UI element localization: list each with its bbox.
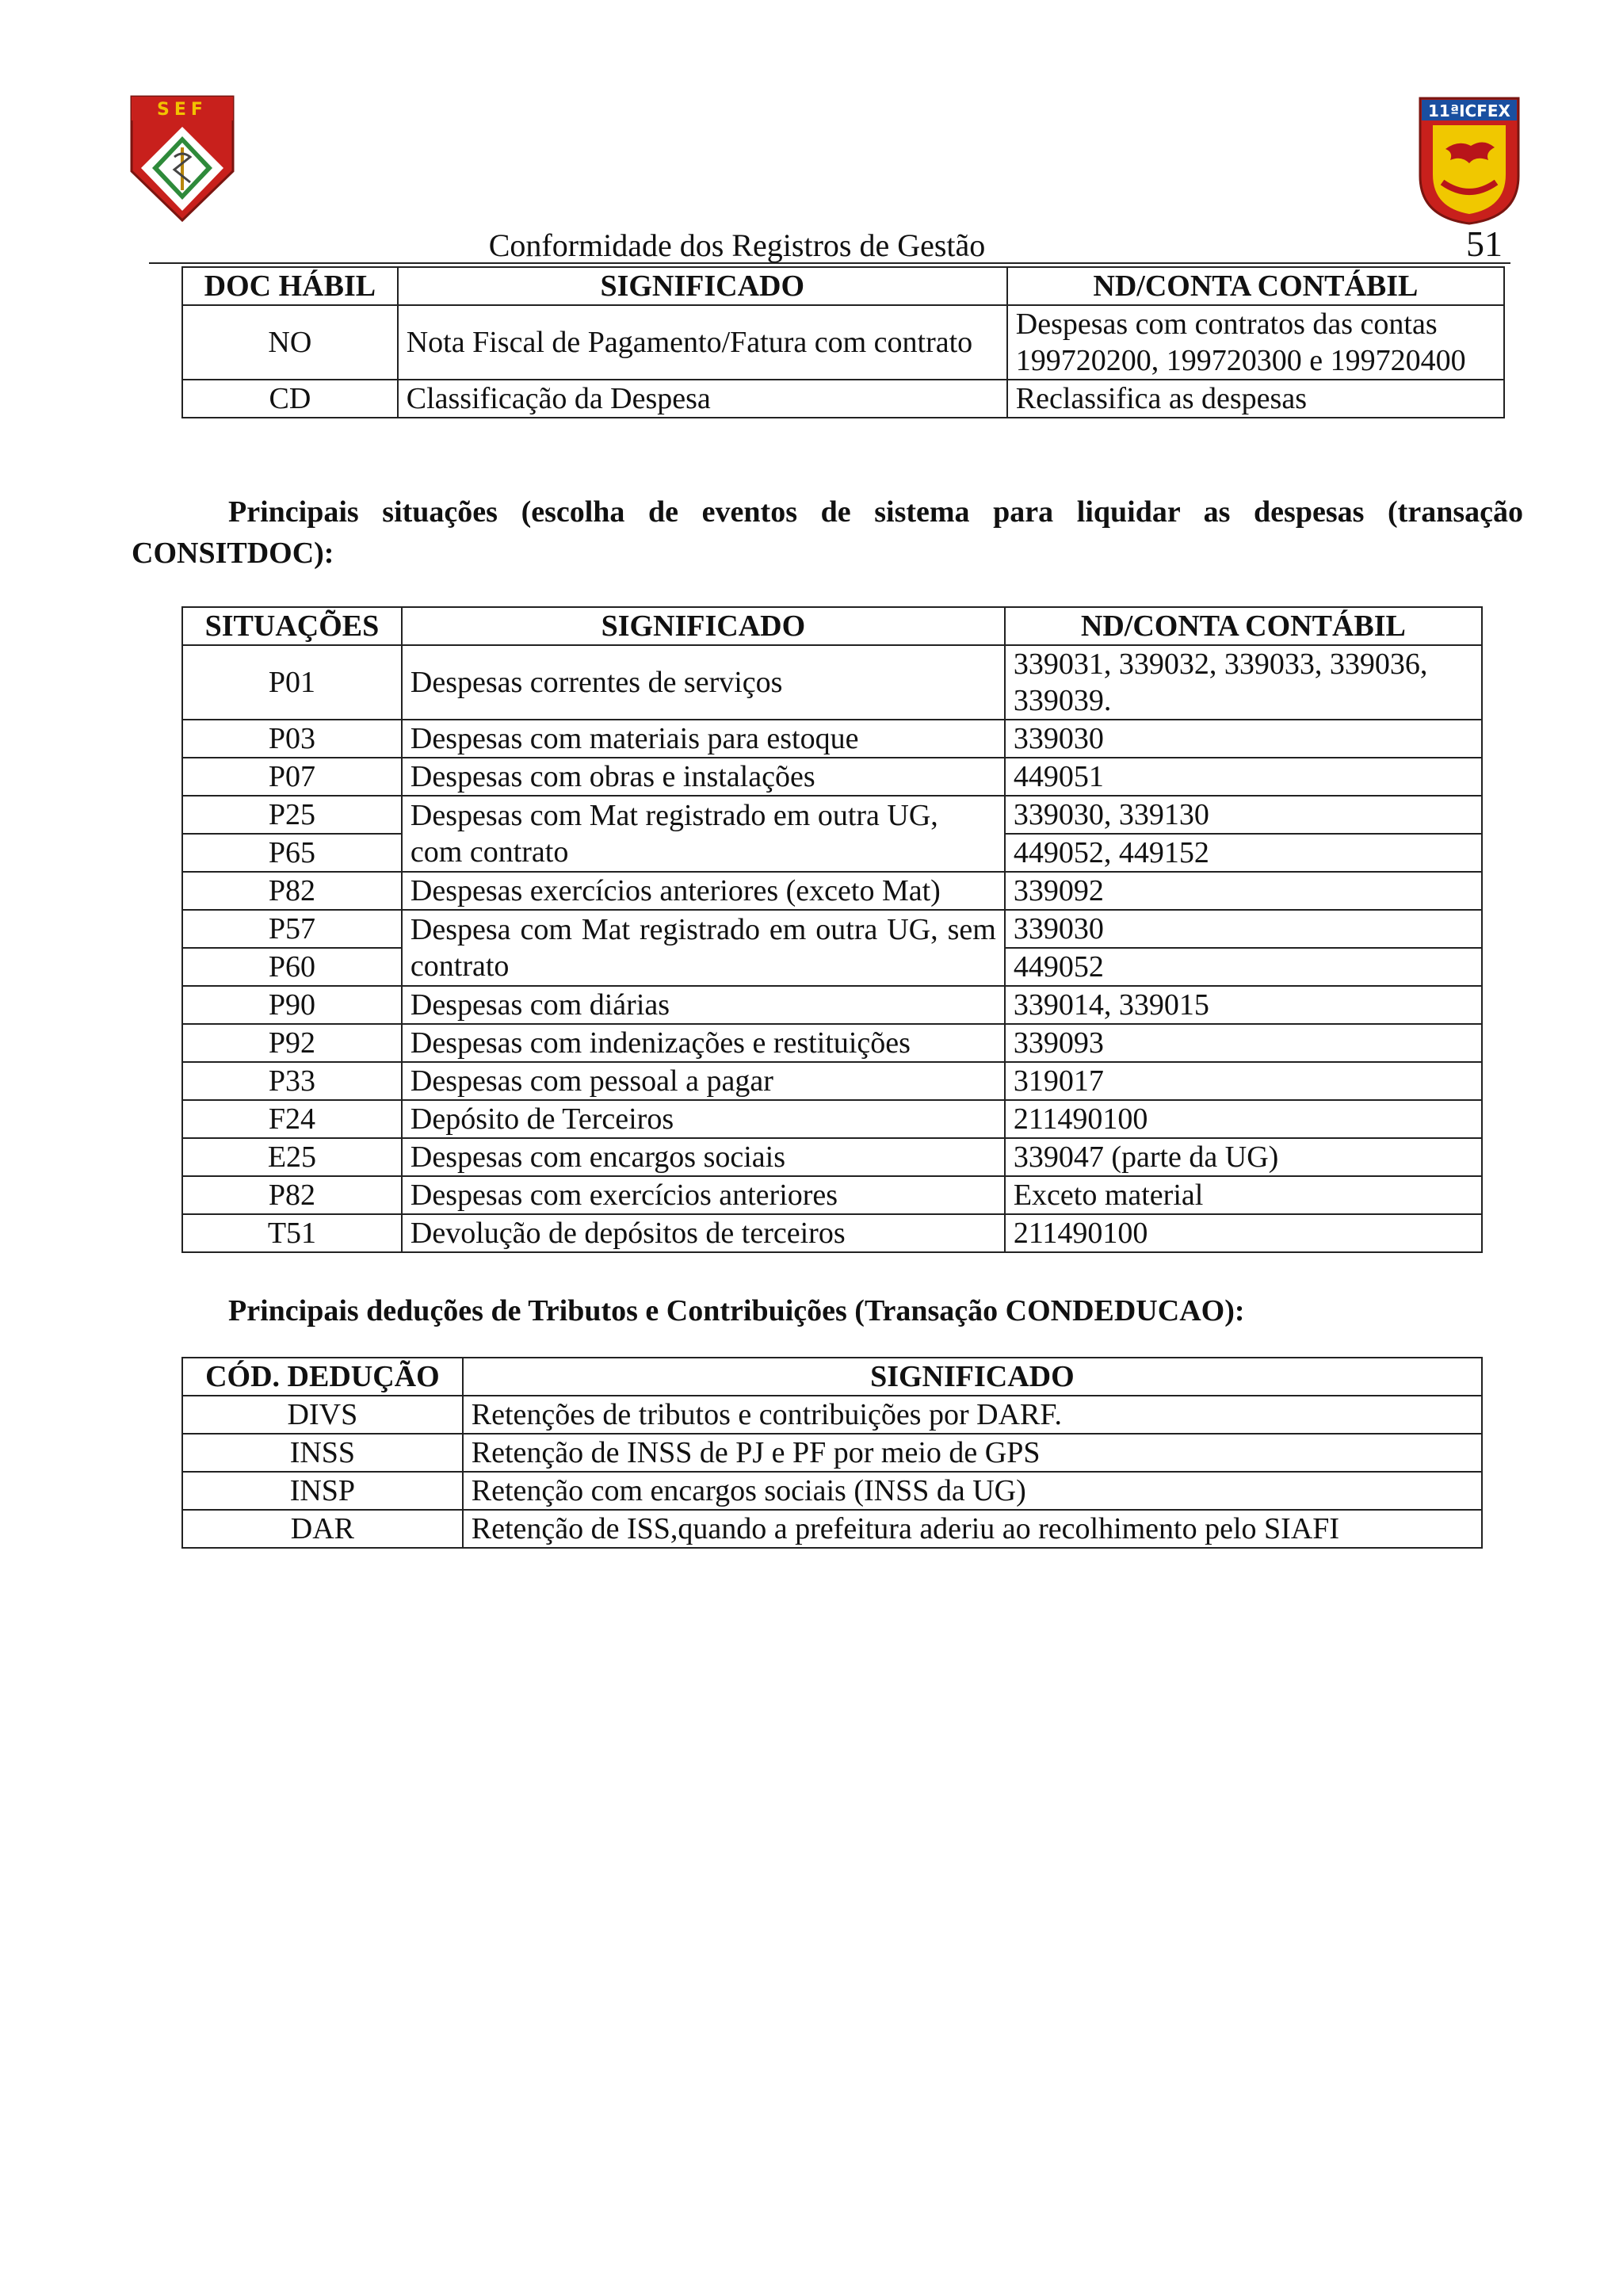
situation-code-cell: P65 bbox=[182, 834, 402, 872]
table-row bbox=[182, 1176, 1482, 1214]
situation-code-cell: P01 bbox=[182, 645, 402, 720]
deduction-code-cell: INSS bbox=[182, 1434, 463, 1472]
meaning-cell: Despesas com pessoal a pagar bbox=[402, 1062, 1005, 1100]
meaning-cell: Despesas exercícios anteriores (exceto Mat) bbox=[402, 872, 1005, 910]
column-header: DOC HÁBIL bbox=[182, 267, 398, 305]
meaning-cell: Nota Fiscal de Pagamento/Fatura com contrato bbox=[398, 305, 1007, 380]
sef-logo bbox=[130, 95, 235, 222]
deductions-intro-paragraph: Principais deduções de Tributos e Contribuições (Transação CONDEDUCAO): bbox=[228, 1294, 1245, 1328]
account-cell: 319017 bbox=[1005, 1062, 1482, 1100]
account-cell: 339031, 339032, 339033, 339036, 339039. bbox=[1005, 645, 1482, 720]
table-row bbox=[182, 872, 1482, 910]
situation-code-cell: P90 bbox=[182, 986, 402, 1024]
situation-code-cell: P92 bbox=[182, 1024, 402, 1062]
meaning-cell: Retenção de INSS de PJ e PF por meio de GPS bbox=[463, 1434, 1482, 1472]
column-header: SITUAÇÕES bbox=[182, 607, 402, 645]
account-cell: 339093 bbox=[1005, 1024, 1482, 1062]
meaning-cell: Retenção com encargos sociais (INSS da UG) bbox=[463, 1472, 1482, 1510]
table-row bbox=[182, 910, 1482, 948]
doc-code-cell: NO bbox=[182, 305, 398, 380]
situation-code-cell: P57 bbox=[182, 910, 402, 948]
meaning-cell: Depósito de Terceiros bbox=[402, 1100, 1005, 1138]
meaning-cell: Despesas com indenizações e restituições bbox=[402, 1024, 1005, 1062]
deduction-code-cell: DAR bbox=[182, 1510, 463, 1548]
situation-code-cell: P60 bbox=[182, 948, 402, 986]
table-row bbox=[182, 720, 1482, 758]
icfex-logo-text: 11ªICFEX bbox=[1428, 101, 1510, 120]
column-header: SIGNIFICADO bbox=[402, 607, 1005, 645]
meaning-cell: Retenções de tributos e contribuições por DARF. bbox=[463, 1396, 1482, 1434]
account-cell: 339047 (parte da UG) bbox=[1005, 1138, 1482, 1176]
situation-code-cell: T51 bbox=[182, 1214, 402, 1252]
table-header-row bbox=[182, 267, 1504, 305]
sef-logo-text: SEF bbox=[157, 100, 208, 120]
page-number: 51 bbox=[1466, 223, 1503, 264]
table-row bbox=[182, 1024, 1482, 1062]
table-row bbox=[182, 1100, 1482, 1138]
meaning-cell: Despesas correntes de serviços bbox=[402, 645, 1005, 720]
situation-code-cell: P07 bbox=[182, 758, 402, 796]
deductions-table bbox=[181, 1357, 1483, 1549]
situations-table bbox=[181, 606, 1483, 1253]
column-header: SIGNIFICADO bbox=[463, 1358, 1482, 1396]
meaning-cell: Retenção de ISS,quando a prefeitura aderiu ao recolhimento pelo SIAFI bbox=[463, 1510, 1482, 1548]
header-rule bbox=[149, 262, 1510, 264]
account-cell: 211490100 bbox=[1005, 1100, 1482, 1138]
meaning-cell: Classificação da Despesa bbox=[398, 380, 1007, 418]
situation-code-cell: P25 bbox=[182, 796, 402, 834]
situation-code-cell: P82 bbox=[182, 1176, 402, 1214]
table-row bbox=[182, 1214, 1482, 1252]
account-cell: 449051 bbox=[1005, 758, 1482, 796]
column-header: ND/CONTA CONTÁBIL bbox=[1007, 267, 1504, 305]
deduction-code-cell: INSP bbox=[182, 1472, 463, 1510]
table-row bbox=[182, 1510, 1482, 1548]
meaning-cell: Despesas com exercícios anteriores bbox=[402, 1176, 1005, 1214]
table-row bbox=[182, 380, 1504, 418]
table-row bbox=[182, 1138, 1482, 1176]
column-header: CÓD. DEDUÇÃO bbox=[182, 1358, 463, 1396]
account-cell: Reclassifica as despesas bbox=[1007, 380, 1504, 418]
situation-code-cell: P03 bbox=[182, 720, 402, 758]
header-title: Conformidade dos Registros de Gestão bbox=[488, 227, 986, 263]
table-row bbox=[182, 1396, 1482, 1434]
icfex-shield-icon bbox=[1419, 97, 1520, 225]
account-cell: Exceto material bbox=[1005, 1176, 1482, 1214]
situation-code-cell: E25 bbox=[182, 1138, 402, 1176]
account-cell: 211490100 bbox=[1005, 1214, 1482, 1252]
table-row bbox=[182, 1434, 1482, 1472]
table-row bbox=[182, 305, 1504, 380]
table-row bbox=[182, 1062, 1482, 1100]
account-cell: 339030, 339130 bbox=[1005, 796, 1482, 834]
column-header: SIGNIFICADO bbox=[398, 267, 1007, 305]
table-header-row bbox=[182, 1358, 1482, 1396]
icfex-logo bbox=[1419, 97, 1520, 225]
meaning-cell: Despesa com Mat registrado em outra UG, sem contrato bbox=[402, 910, 1005, 986]
situation-code-cell: P82 bbox=[182, 872, 402, 910]
situation-code-cell: F24 bbox=[182, 1100, 402, 1138]
meaning-cell: Devolução de depósitos de terceiros bbox=[402, 1214, 1005, 1252]
column-header: ND/CONTA CONTÁBIL bbox=[1005, 607, 1482, 645]
account-cell: 339030 bbox=[1005, 720, 1482, 758]
account-cell: Despesas com contratos das contas 199720200, 199720300 e 199720400 bbox=[1007, 305, 1504, 380]
doc-habil-table bbox=[181, 266, 1505, 418]
meaning-cell: Despesas com encargos sociais bbox=[402, 1138, 1005, 1176]
meaning-cell: Despesas com Mat registrado em outra UG, com contrato bbox=[402, 796, 1005, 872]
table-row bbox=[182, 796, 1482, 834]
table-row bbox=[182, 645, 1482, 720]
account-cell: 449052, 449152 bbox=[1005, 834, 1482, 872]
meaning-cell: Despesas com diárias bbox=[402, 986, 1005, 1024]
table-row bbox=[182, 758, 1482, 796]
account-cell: 339014, 339015 bbox=[1005, 986, 1482, 1024]
account-cell: 339092 bbox=[1005, 872, 1482, 910]
situation-code-cell: P33 bbox=[182, 1062, 402, 1100]
account-cell: 339030 bbox=[1005, 910, 1482, 948]
table-row bbox=[182, 986, 1482, 1024]
sef-shield-icon bbox=[130, 95, 235, 222]
situations-intro-paragraph: Principais situações (escolha de eventos de sistema para liquidar as despesas (transação CONSITDOC): bbox=[132, 495, 1523, 570]
table-header-row bbox=[182, 607, 1482, 645]
deduction-code-cell: DIVS bbox=[182, 1396, 463, 1434]
table-row bbox=[182, 1472, 1482, 1510]
doc-code-cell: CD bbox=[182, 380, 398, 418]
meaning-cell: Despesas com obras e instalações bbox=[402, 758, 1005, 796]
meaning-cell: Despesas com materiais para estoque bbox=[402, 720, 1005, 758]
account-cell: 449052 bbox=[1005, 948, 1482, 986]
